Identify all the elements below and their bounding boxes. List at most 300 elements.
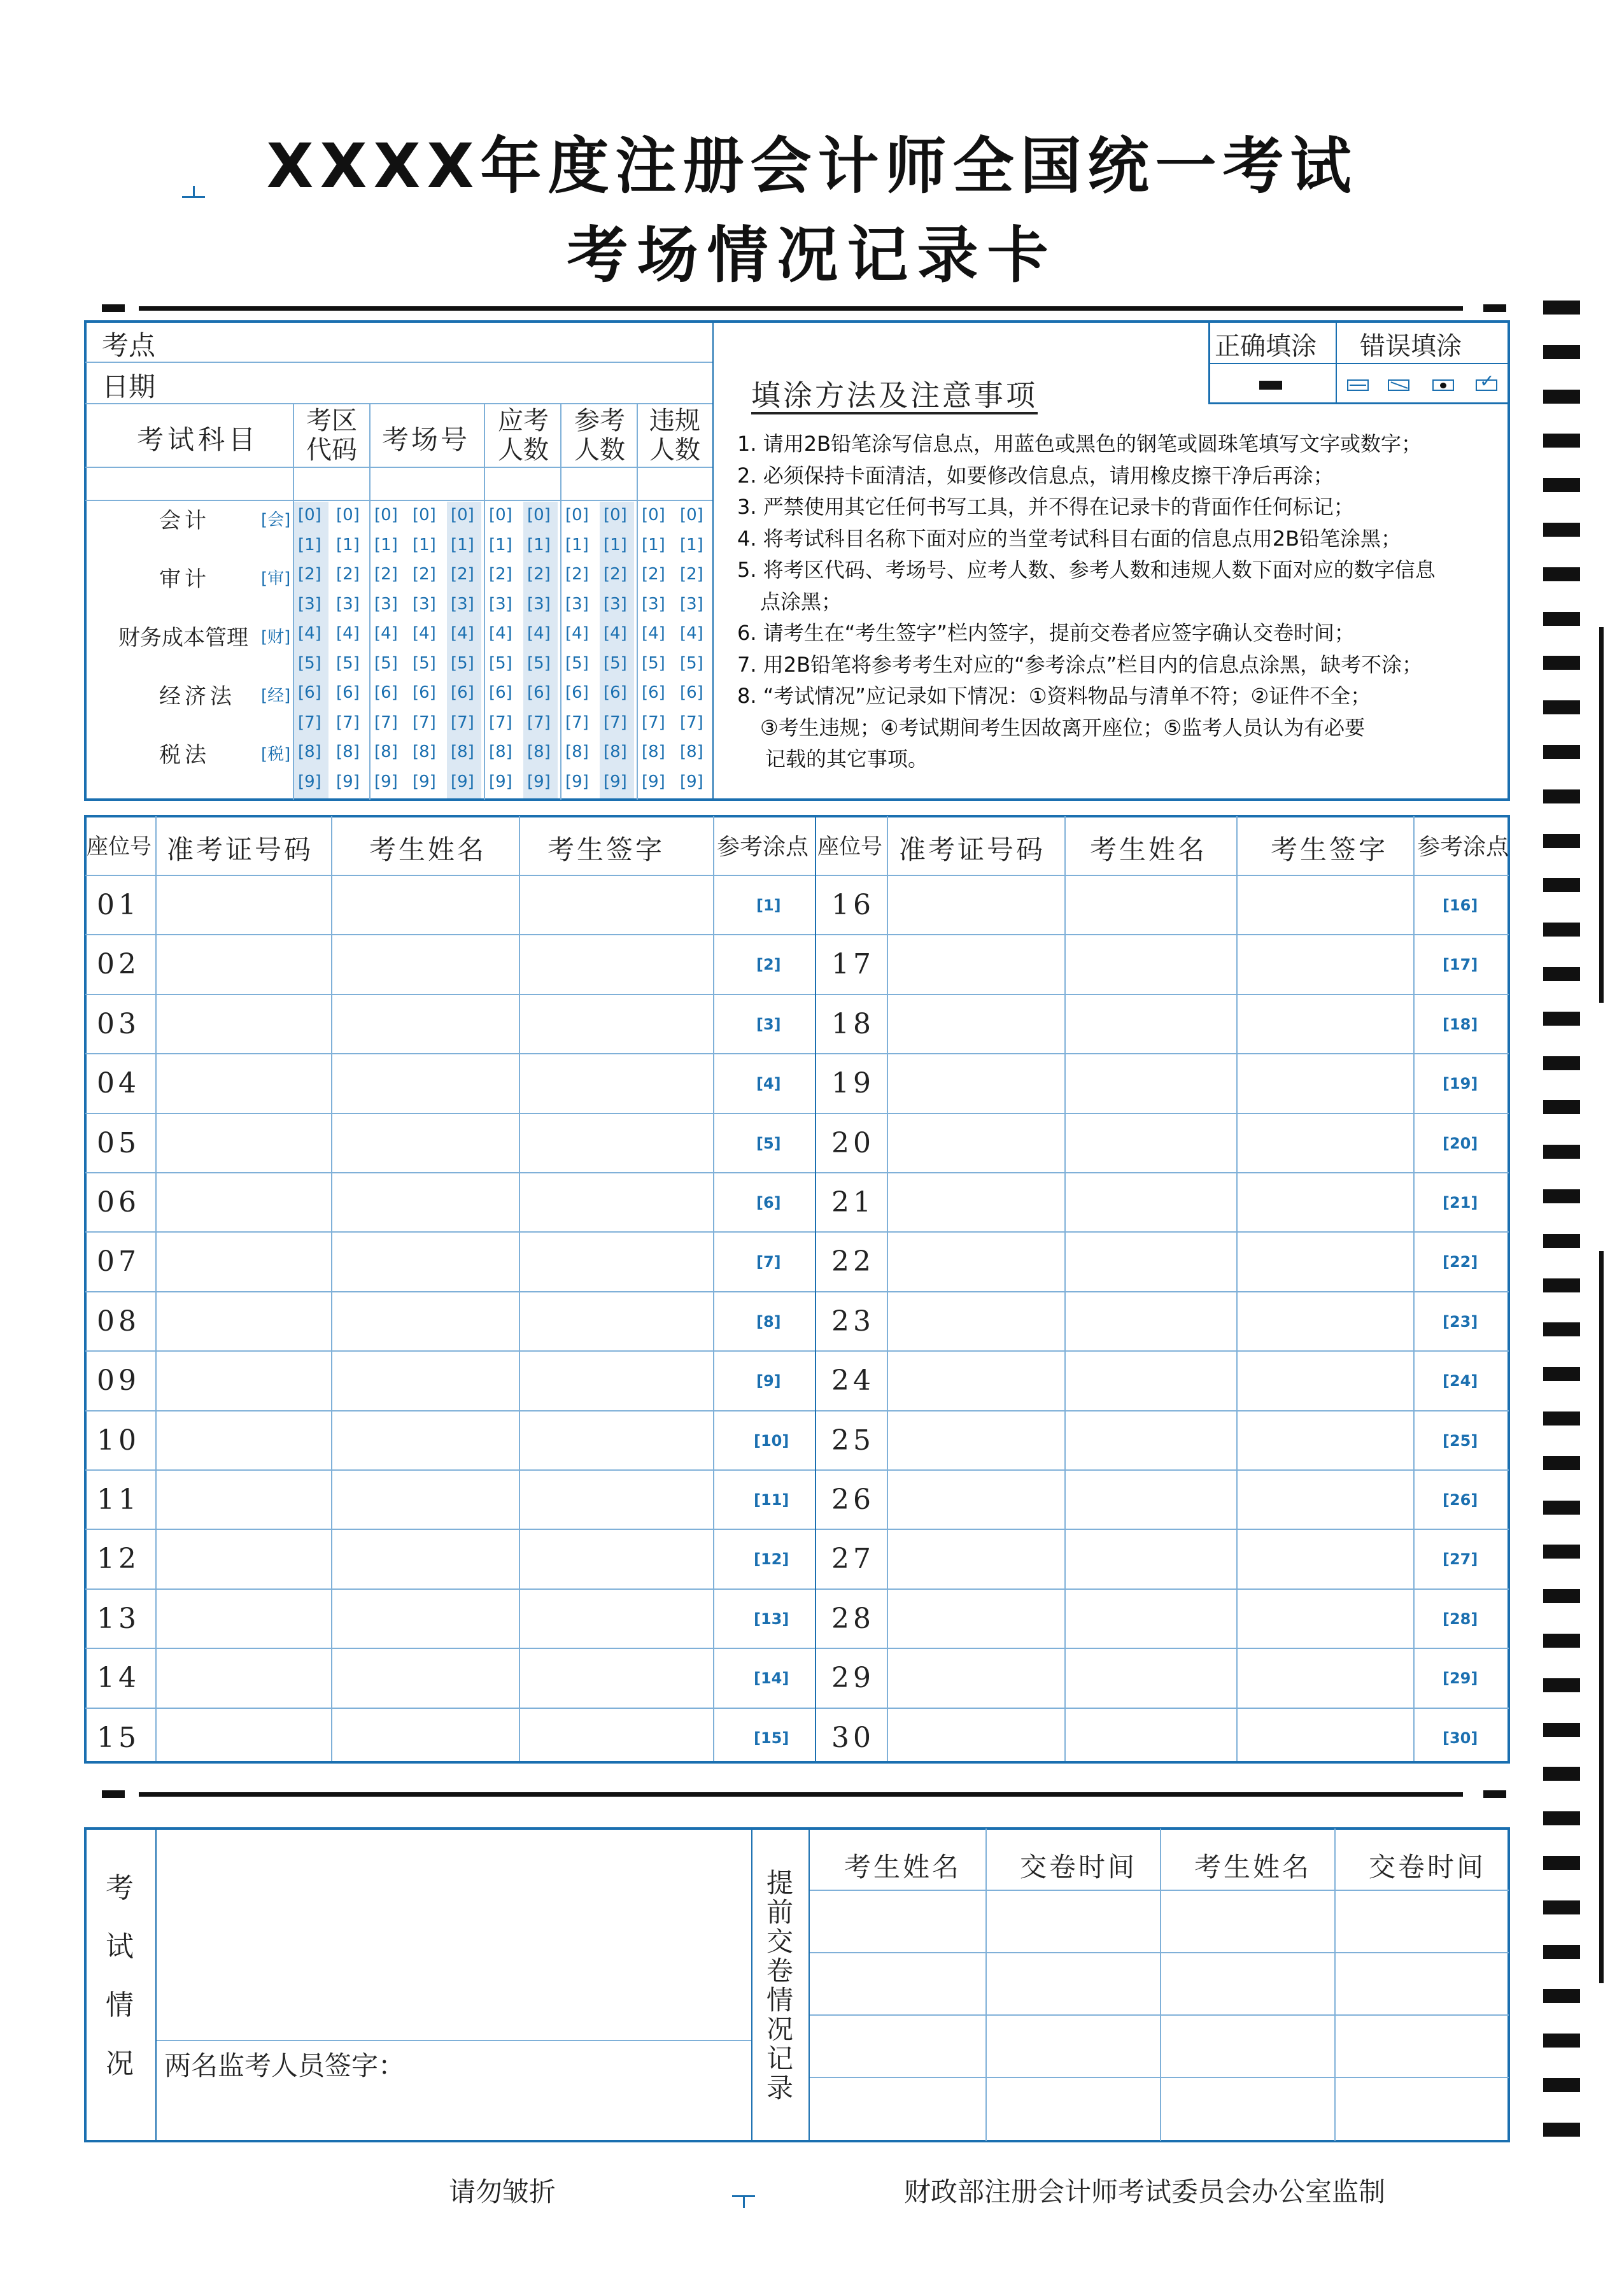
digit-bubble: [2]: [298, 565, 321, 584]
timing-mark: [1543, 1723, 1580, 1737]
grid-line: [85, 1708, 1509, 1709]
edge-bar: [1599, 627, 1604, 1003]
digit-bubble: [7]: [604, 712, 627, 732]
seat-number: 17: [831, 948, 875, 981]
check-icon: ✓: [1479, 371, 1495, 392]
roster-header-seat: 座位号: [817, 834, 882, 860]
timing-mark: [1543, 1100, 1580, 1114]
digit-bubble: [2]: [413, 565, 436, 584]
digit-bubble: [9]: [527, 772, 551, 791]
early-record-char: 卷: [766, 1955, 793, 1986]
rule-dash: [1483, 1790, 1506, 1798]
digit-bubble: [1]: [451, 535, 474, 555]
wrong-fill-sample-line: [1347, 379, 1369, 391]
digit-bubble: [9]: [642, 772, 665, 791]
grid-line: [712, 322, 714, 800]
timing-mark: [1543, 478, 1580, 492]
timing-mark: [1543, 434, 1580, 448]
digit-bubble: [9]: [604, 772, 627, 791]
timing-mark: [1543, 1767, 1580, 1781]
seat-number: 21: [831, 1186, 875, 1219]
digit-bubble: [1]: [642, 535, 665, 555]
timing-mark: [1543, 1945, 1580, 1959]
timing-mark: [1543, 1411, 1580, 1426]
roster-header-seat: 座位号: [87, 834, 152, 860]
timing-mark: [1543, 523, 1580, 537]
seat-number: 19: [831, 1067, 875, 1100]
attendance-point: [10]: [754, 1431, 789, 1450]
grid-line: [85, 1053, 1509, 1054]
digit-bubble: [9]: [298, 772, 321, 791]
digit-bubble: [5]: [642, 653, 665, 673]
digit-bubble: [5]: [298, 653, 321, 673]
exam-situation-char: 试: [106, 1930, 134, 1963]
attendance-point: [14]: [754, 1669, 789, 1688]
digit-bubble: [0]: [604, 506, 627, 525]
digit-bubble: [2]: [489, 565, 512, 584]
grid-line: [85, 500, 712, 501]
instructions-heading: 填涂方法及注意事项: [751, 378, 1038, 413]
grid-line: [85, 1231, 1509, 1233]
subject-name: 财务成本管理: [118, 625, 248, 651]
grid-line: [1064, 816, 1066, 1761]
digit-bubble: [9]: [680, 772, 703, 791]
digit-bubble: [1]: [604, 535, 627, 555]
instruction-item: 7. 用2B铅笔将参考考生对应的“参考涂点”栏目内的信息点涂黑，缺考不涂；: [737, 652, 1423, 677]
seat-number: 13: [97, 1602, 140, 1635]
digit-bubble: [3]: [489, 594, 512, 614]
digit-bubble: [1]: [565, 535, 589, 555]
grid-line: [1236, 816, 1238, 1761]
digit-bubble: [7]: [451, 712, 474, 732]
room-no-header: 考场号: [382, 424, 470, 455]
grid-line: [810, 2014, 1509, 2016]
digit-bubble: [0]: [565, 506, 589, 525]
grid-line: [85, 1291, 1509, 1292]
digit-bubble: [8]: [298, 742, 321, 761]
digit-bubble: [0]: [336, 506, 360, 525]
rule-dash: [102, 1790, 125, 1798]
grid-line: [85, 1529, 1509, 1530]
seat-number: 05: [97, 1126, 140, 1159]
crop-mark: [193, 186, 195, 197]
grid-line: [810, 1890, 1509, 1891]
roster-header-point: 参考涂点: [1417, 834, 1509, 860]
seat-number: 26: [831, 1483, 875, 1516]
grid-line: [85, 1588, 1509, 1590]
grid-line: [157, 2040, 751, 2041]
digit-bubble: [6]: [489, 683, 512, 702]
instruction-item: 2. 必须保持卡面清洁，如要修改信息点，请用橡皮擦干净后再涂；: [737, 463, 1334, 488]
digit-bubble: [8]: [565, 742, 589, 761]
seat-number: 18: [831, 1007, 875, 1040]
digit-bubble: [6]: [336, 683, 360, 702]
grid-line: [484, 403, 485, 800]
page-subtitle: 考场情况记录卡: [567, 220, 1057, 291]
seat-number: 30: [831, 1721, 875, 1754]
timing-mark: [1543, 789, 1580, 803]
instruction-item: 5. 将考区代码、考场号、应考人数、参考人数和违规人数下面对应的数字信息: [737, 558, 1436, 582]
digit-bubble: [0]: [489, 506, 512, 525]
correct-fill-sample: [1259, 381, 1282, 390]
digit-bubble: [6]: [680, 683, 703, 702]
seat-number: 15: [97, 1721, 140, 1754]
attendance-point: [12]: [754, 1550, 789, 1569]
instruction-item: 记载的其它事项。: [765, 747, 929, 771]
subject-name: 会计: [159, 508, 210, 534]
digit-bubble: [0]: [527, 506, 551, 525]
timing-mark: [1543, 1278, 1580, 1292]
seat-number: 24: [831, 1364, 875, 1397]
rule-dash: [1483, 304, 1506, 312]
digit-bubble: [4]: [527, 624, 551, 643]
attendance-point: [24]: [1443, 1372, 1478, 1390]
digit-bubble: [2]: [642, 565, 665, 584]
early-record-char: 交: [766, 1926, 793, 1957]
attendance-point: [18]: [1443, 1015, 1478, 1033]
roster-table: [84, 815, 1510, 1764]
seat-number: 16: [831, 889, 875, 921]
seat-number: 01: [97, 889, 140, 921]
digit-bubble: [7]: [374, 712, 398, 732]
subject-name: 审计: [159, 567, 210, 592]
roster-header-ticket: 准考证号码: [167, 834, 314, 865]
digit-bubble: [5]: [451, 653, 474, 673]
timing-mark: [1543, 2078, 1580, 2092]
instruction-item: 4. 将考试科目名称下面对应的当堂考试科目右面的信息点用2B铅笔涂黑；: [737, 526, 1402, 551]
attendance-point: [1]: [756, 896, 781, 914]
timing-mark: [1543, 1234, 1580, 1248]
digit-bubble: [4]: [489, 624, 512, 643]
seat-number: 27: [831, 1543, 875, 1576]
digit-bubble: [9]: [413, 772, 436, 791]
digit-bubble: [4]: [604, 624, 627, 643]
digit-bubble: [8]: [527, 742, 551, 761]
timing-mark: [1543, 2034, 1580, 2048]
digit-bubble: [0]: [451, 506, 474, 525]
digit-bubble: [6]: [565, 683, 589, 702]
roster-header-sign: 考生签字: [547, 834, 665, 865]
digit-bubble: [4]: [680, 624, 703, 643]
digit-bubble: [3]: [413, 594, 436, 614]
digit-bubble: [7]: [336, 712, 360, 732]
edge-bar: [1599, 1251, 1604, 1983]
instruction-item: 3. 严禁使用其它任何书写工具，并不得在记录卡的背面作任何标记；: [737, 495, 1354, 519]
digit-bubble: [5]: [374, 653, 398, 673]
grid-line: [1336, 322, 1337, 403]
digit-bubble: [8]: [680, 742, 703, 761]
timing-mark: [1543, 1856, 1580, 1870]
page-title: XXXX年度注册会计师全国统一考试: [266, 131, 1358, 202]
digit-bubble: [4]: [336, 624, 360, 643]
instruction-item: 8. “考试情况”应记录如下情况：①资料物品与清单不符；②证件不全；: [737, 684, 1371, 708]
grid-line: [85, 934, 1509, 935]
seat-number: 14: [97, 1662, 140, 1695]
subject-bubble: [财]: [261, 628, 291, 647]
date-label: 日期: [102, 371, 156, 402]
timing-mark: [1543, 2123, 1580, 2137]
early-header: 交卷时间: [1020, 1851, 1138, 1883]
timing-mark: [1543, 1545, 1580, 1559]
digit-bubble: [8]: [336, 742, 360, 761]
early-record-char: 提: [766, 1867, 793, 1899]
seat-number: 02: [97, 948, 140, 981]
timing-mark: [1543, 1989, 1580, 2003]
attendance-point: [13]: [754, 1609, 789, 1628]
attendance-point: [3]: [756, 1015, 781, 1033]
early-record-char: 记: [766, 2043, 793, 2074]
timing-mark: [1543, 834, 1580, 848]
timing-mark: [1543, 923, 1580, 937]
digit-bubble: [2]: [451, 565, 474, 584]
digit-bubble: [3]: [680, 594, 703, 614]
roster-header-point: 参考涂点: [717, 834, 809, 860]
digit-bubble: [3]: [527, 594, 551, 614]
grid-line: [85, 1648, 1509, 1649]
attendance-point: [16]: [1443, 896, 1478, 914]
early-record-char: 情: [766, 1984, 793, 2016]
early-record-char: 前: [766, 1897, 793, 1928]
timing-mark: [1543, 1456, 1580, 1470]
digit-bubble: [6]: [642, 683, 665, 702]
grid-line: [1334, 1829, 1336, 2141]
instruction-item: 点涂黑；: [760, 589, 842, 614]
exam-situation-char: 考: [106, 1872, 134, 1904]
digit-bubble: [4]: [413, 624, 436, 643]
grid-line: [637, 403, 638, 800]
timing-mark: [1543, 390, 1580, 404]
digit-bubble: [2]: [604, 565, 627, 584]
top-rule: [139, 306, 1463, 311]
seat-number: 20: [831, 1126, 875, 1159]
digit-bubble: [8]: [374, 742, 398, 761]
digit-bubble: [2]: [680, 565, 703, 584]
wrong-fill-sample-dot: [1432, 379, 1454, 391]
wrong-fill-sample-check: [1476, 371, 1497, 392]
timing-mark: [1543, 345, 1580, 359]
digit-bubble: [4]: [642, 624, 665, 643]
digit-bubble: [1]: [413, 535, 436, 555]
subject-bubble: [会]: [261, 511, 291, 530]
subject-name: 税法: [159, 742, 210, 768]
seat-number: 25: [831, 1424, 875, 1457]
timing-mark: [1543, 1322, 1580, 1336]
seat-number: 09: [97, 1364, 140, 1397]
timing-mark: [1543, 301, 1580, 315]
digit-bubble: [7]: [489, 712, 512, 732]
attendance-point: [27]: [1443, 1550, 1478, 1569]
digit-bubble: [9]: [336, 772, 360, 791]
timing-mark: [1543, 1589, 1580, 1603]
attendance-point: [17]: [1443, 956, 1478, 974]
attendance-point: [15]: [754, 1729, 789, 1747]
digit-bubble: [9]: [374, 772, 398, 791]
grid-line: [751, 1829, 752, 2141]
attendance-point: [5]: [756, 1134, 781, 1152]
digit-bubble: [0]: [298, 506, 321, 525]
seat-number: 11: [97, 1483, 140, 1516]
digit-bubble: [7]: [565, 712, 589, 732]
digit-bubble: [6]: [527, 683, 551, 702]
timing-mark: [1543, 1634, 1580, 1648]
area-code-header: 考区代码: [306, 406, 357, 465]
digit-bubble: [3]: [451, 594, 474, 614]
grid-line: [85, 403, 712, 404]
invigilator-sign-label: 两名监考人员签字：: [164, 2050, 406, 2081]
seat-number: 22: [831, 1245, 875, 1278]
timing-mark: [1543, 1501, 1580, 1515]
digit-bubble: [2]: [336, 565, 360, 584]
digit-bubble: [2]: [527, 565, 551, 584]
attendance-point: [9]: [756, 1372, 781, 1390]
exam-situation-char: 情: [106, 1989, 134, 2021]
subject-label: 考试科目: [137, 424, 260, 455]
correct-fill-label: 正确填涂: [1215, 332, 1317, 361]
digit-bubble: [7]: [527, 712, 551, 732]
early-header: 交卷时间: [1369, 1851, 1486, 1883]
roster-header-name: 考生姓名: [1090, 834, 1208, 865]
timing-mark: [1543, 1012, 1580, 1026]
digit-bubble: [1]: [680, 535, 703, 555]
digit-bubble: [6]: [604, 683, 627, 702]
digit-bubble: [5]: [565, 653, 589, 673]
timing-mark: [1543, 878, 1580, 892]
digit-bubble: [7]: [413, 712, 436, 732]
timing-mark: [1543, 1056, 1580, 1070]
digit-bubble: [3]: [374, 594, 398, 614]
digit-bubble: [3]: [565, 594, 589, 614]
digit-bubble: [3]: [642, 594, 665, 614]
digit-bubble: [8]: [413, 742, 436, 761]
grid-line: [1160, 1829, 1161, 2141]
digit-bubble: [3]: [604, 594, 627, 614]
subject-bubble: [税]: [261, 745, 291, 764]
timing-mark: [1543, 656, 1580, 670]
digit-bubble: [5]: [489, 653, 512, 673]
digit-bubble: [5]: [680, 653, 703, 673]
grid-line: [85, 994, 1509, 995]
seat-number: 10: [97, 1424, 140, 1457]
seat-number: 28: [831, 1602, 875, 1635]
roster-header-sign: 考生签字: [1271, 834, 1388, 865]
subject-name: 经济法: [159, 684, 236, 709]
seat-number: 07: [97, 1245, 140, 1278]
timing-mark: [1543, 1811, 1580, 1825]
grid-line: [85, 1113, 1509, 1114]
roster-header-name: 考生姓名: [369, 834, 487, 865]
seat-number: 23: [831, 1305, 875, 1338]
attendance-point: [2]: [756, 956, 781, 974]
timing-mark: [1543, 1900, 1580, 1914]
digit-bubble: [0]: [680, 506, 703, 525]
digit-bubble: [5]: [527, 653, 551, 673]
digit-bubble: [6]: [413, 683, 436, 702]
timing-mark: [1543, 745, 1580, 759]
digit-bubble: [1]: [489, 535, 512, 555]
digit-bubble: [4]: [374, 624, 398, 643]
digit-bubble: [2]: [565, 565, 589, 584]
violation-header: 违规人数: [649, 406, 700, 465]
timing-mark: [1543, 612, 1580, 626]
early-header: 考生姓名: [844, 1851, 962, 1883]
expected-header: 应考人数: [498, 406, 549, 465]
seat-number: 03: [97, 1007, 140, 1040]
attendance-point: [6]: [756, 1194, 781, 1212]
timing-mark: [1543, 700, 1580, 714]
seat-number: 29: [831, 1662, 875, 1695]
grid-line: [85, 467, 712, 468]
digit-bubble: [1]: [298, 535, 321, 555]
grid-line: [85, 1410, 1509, 1411]
attendance-point: [23]: [1443, 1312, 1478, 1331]
footer-left: 请勿皱折: [449, 2176, 556, 2207]
attended-header: 参考人数: [574, 406, 625, 465]
instruction-item: 6. 请考生在“考生签字”栏内签字，提前交卷者应签字确认交卷时间；: [737, 621, 1355, 645]
attendance-point: [19]: [1443, 1075, 1478, 1093]
grid-line: [985, 1829, 987, 2141]
attendance-point: [22]: [1443, 1253, 1478, 1271]
timing-mark: [1543, 1189, 1580, 1203]
grid-line: [810, 1952, 1509, 1953]
wrong-fill-sample-slash: [1388, 379, 1409, 391]
instruction-item: ③考生违规；④考试期间考生因故离开座位；⑤监考人员认为有必要: [760, 715, 1366, 740]
grid-line: [155, 1829, 157, 2141]
digit-bubble: [0]: [642, 506, 665, 525]
attendance-point: [11]: [754, 1491, 789, 1509]
attendance-point: [8]: [756, 1312, 781, 1331]
grid-line: [808, 1829, 810, 2141]
grid-line: [887, 816, 888, 1761]
early-record-char: 况: [766, 2014, 793, 2045]
digit-bubble: [7]: [298, 712, 321, 732]
grid-line: [331, 816, 332, 1761]
seat-number: 12: [97, 1543, 140, 1576]
seat-number: 08: [97, 1305, 140, 1338]
digit-bubble: [1]: [374, 535, 398, 555]
digit-bubble: [8]: [604, 742, 627, 761]
attendance-point: [29]: [1443, 1669, 1478, 1688]
timing-mark: [1543, 1678, 1580, 1692]
digit-bubble: [8]: [642, 742, 665, 761]
digit-bubble: [4]: [565, 624, 589, 643]
attendance-point: [28]: [1443, 1609, 1478, 1628]
attendance-point: [20]: [1443, 1134, 1478, 1152]
digit-bubble: [9]: [489, 772, 512, 791]
digit-bubble: [7]: [680, 712, 703, 732]
digit-bubble: [1]: [527, 535, 551, 555]
digit-bubble: [5]: [413, 653, 436, 673]
seat-number: 06: [97, 1186, 140, 1219]
digit-bubble: [7]: [642, 712, 665, 732]
digit-bubble: [3]: [336, 594, 360, 614]
attendance-point: [25]: [1443, 1431, 1478, 1450]
digit-bubble: [2]: [374, 565, 398, 584]
grid-line: [85, 1172, 1509, 1173]
seat-number: 04: [97, 1067, 140, 1100]
digit-bubble: [9]: [565, 772, 589, 791]
grid-line: [560, 403, 561, 800]
middle-rule: [139, 1792, 1463, 1797]
exam-situation-char: 况: [106, 2048, 134, 2080]
grid-line: [815, 816, 816, 1761]
digit-bubble: [6]: [298, 683, 321, 702]
grid-line: [1413, 816, 1415, 1761]
timing-mark: [1543, 967, 1580, 981]
early-record-char: 录: [766, 2072, 793, 2104]
grid-line: [810, 2077, 1509, 2078]
timing-mark: [1543, 567, 1580, 581]
timing-mark: [1543, 1367, 1580, 1381]
